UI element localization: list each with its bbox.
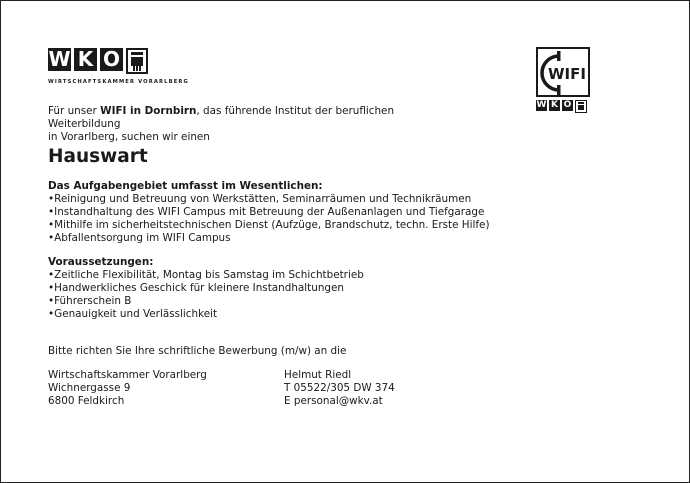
address-block [48,369,207,408]
wko-logo [48,48,189,85]
job-title: Hauswart [48,146,148,167]
list-item: • Führerschein B [48,295,364,308]
contact-name: Helmut Riedl [284,369,352,381]
wifi-emblem-icon [536,47,590,97]
wifi-text: WIFI [548,65,586,83]
mini-letter-w: W [536,100,547,110]
wko-letter-k: K [74,48,97,71]
intro-highlight: WIFI in Dornbirn [100,105,197,117]
tasks-heading: Das Aufgabengebiet umfasst im Wesentlichen: [48,180,323,192]
requirements-list [48,269,364,321]
mini-letter-o: O [563,100,572,110]
intro-line2: in Vorarlberg, suchen wir einen [48,131,210,143]
wifi-logo [536,47,590,113]
address-line-org: Wirtschaftskammer Vorarlberg [48,369,207,381]
mini-crest-icon [575,100,587,113]
contact-block [284,369,395,408]
wko-letter-w: W [48,47,71,71]
requirements-section [48,256,364,321]
mini-letter-k: K [549,100,560,111]
intro-suffix: , das führende Institut der beruflichen Weiterbildung [48,105,395,130]
intro-prefix: Für unser [48,105,101,117]
list-item: • Mithilfe im sicherheitstechnischen Dienst (Aufzüge, Brandschutz, techn. Erste Hilfe) [48,219,490,232]
vorarlberg-crest-icon [126,48,148,74]
list-item: • Abfallentsorgung im WIFI Campus [48,232,490,245]
contact-email[interactable]: E personal@wkv.at [284,395,383,407]
closing-sentence: Bitte richten Sie Ihre schriftliche Bewerbung (m/w) an die [48,345,347,357]
contact-phone: T 05522/305 DW 374 [284,382,395,394]
list-item: • Instandhaltung des WIFI Campus mit Betreuung der Außenanlagen und Tiefgarage [48,206,490,219]
requirements-heading: Voraussetzungen: [48,256,154,268]
intro-paragraph [48,105,468,144]
list-item: • Reinigung und Betreuung von Werkstätten, Seminarräumen und Technikräumen [48,193,490,206]
tasks-list [48,193,490,245]
address-line-city: 6800 Feldkirch [48,395,125,407]
list-item: • Zeitliche Flexibilität, Montag bis Samstag im Schichtbetrieb [48,269,364,282]
wifi-wko-mark [536,100,590,113]
list-item: • Genauigkeit und Verlässlichkeit [48,308,364,321]
address-line-street: Wichnergasse 9 [48,382,131,394]
wko-subtitle: WIRTSCHAFTSKAMMER VORARLBERG [48,79,189,85]
wko-letter-o: O [100,48,123,71]
list-item: • Handwerkliches Geschick für kleinere Instandhaltungen [48,282,364,295]
tasks-section [48,180,490,245]
